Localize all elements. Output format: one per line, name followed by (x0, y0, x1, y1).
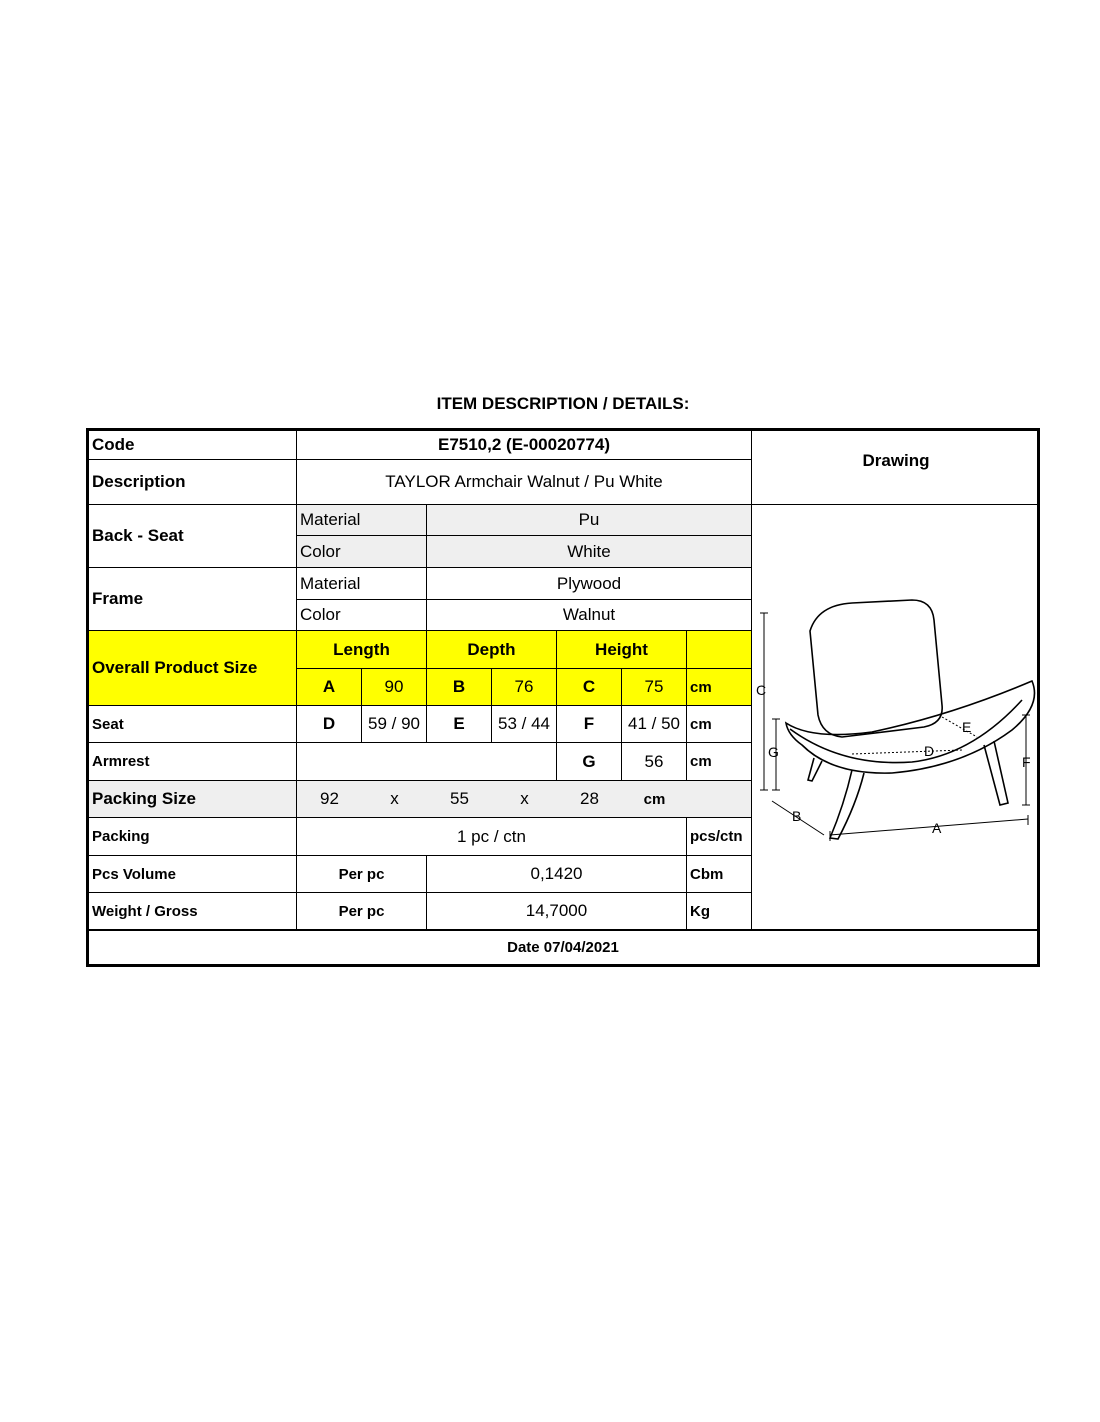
frame-material-label: Material (297, 568, 427, 600)
code-value: E7510,2 (E-00020774) (297, 431, 752, 460)
packing-size-length: 92 (320, 789, 339, 808)
packing-unit: pcs/ctn (687, 818, 752, 856)
packing-label: Packing (89, 818, 297, 856)
weight-label: Weight / Gross (89, 893, 297, 930)
frame-label: Frame (89, 568, 297, 631)
seat-label: Seat (89, 706, 297, 743)
page-title: ITEM DESCRIPTION / DETAILS: (436, 394, 690, 413)
back-seat-color-label: Color (297, 536, 427, 568)
height-header: Height (557, 631, 687, 669)
item-details-table (86, 428, 1040, 967)
overall-size-label: Overall Product Size (89, 631, 297, 706)
armrest-unit: cm (687, 743, 752, 781)
armrest-blank (297, 743, 557, 781)
drawing-letter-f: F (1022, 754, 1031, 770)
chair-seat-inner (790, 700, 1022, 763)
dim-f-letter: F (557, 706, 622, 743)
frame-color-value: Walnut (427, 600, 752, 631)
pcs-volume-value: 0,1420 (427, 856, 687, 893)
packing-value: 1 pc / ctn (297, 818, 687, 856)
dim-f-value: 41 / 50 (622, 706, 687, 743)
packing-size-width: 55 (450, 789, 469, 808)
back-seat-material-label: Material (297, 505, 427, 536)
pcs-volume-unit: Cbm (687, 856, 752, 893)
drawing-letter-b: B (792, 808, 802, 824)
dim-c-letter: C (557, 669, 622, 706)
length-header: Length (297, 631, 427, 669)
weight-unit: Kg (687, 893, 752, 930)
unit-header-blank (687, 631, 752, 669)
frame-material-value: Plywood (427, 568, 752, 600)
back-seat-color-value: White (427, 536, 752, 568)
description-label: Description (89, 460, 297, 505)
back-seat-label: Back - Seat (89, 505, 297, 568)
packing-size-unit: cm (643, 790, 666, 808)
chair-illustration (752, 505, 1040, 930)
pcs-volume-label: Pcs Volume (89, 856, 297, 893)
dim-g-value: 56 (622, 743, 687, 781)
packing-size-row (297, 781, 752, 818)
drawing-label: Drawing (752, 431, 1040, 505)
chair-leg-front-left (830, 770, 864, 839)
dim-a-value: 90 (362, 669, 427, 706)
dim-a-letter: A (297, 669, 362, 706)
packing-size-x1: x (390, 789, 399, 808)
dim-b-value: 76 (492, 669, 557, 706)
weight-value: 14,7000 (427, 893, 687, 930)
seat-unit: cm (687, 706, 752, 743)
dim-e-value: 53 / 44 (492, 706, 557, 743)
weight-per: Per pc (297, 893, 427, 930)
frame-color-label: Color (297, 600, 427, 631)
dim-d-letter: D (297, 706, 362, 743)
drawing-letter-a: A (932, 820, 942, 836)
chair-leg-front-right (984, 741, 1008, 805)
overall-unit: cm (687, 669, 752, 706)
dim-e-letter: E (427, 706, 492, 743)
date-footer: Date 07/04/2021 (89, 930, 1037, 964)
dim-d-value: 59 / 90 (362, 706, 427, 743)
dim-b-letter: B (427, 669, 492, 706)
chair-backrest (810, 600, 942, 737)
drawing-letter-g: G (768, 744, 779, 760)
packing-size-x2: x (520, 789, 529, 808)
drawing-letter-c: C (756, 682, 767, 698)
back-seat-material-value: Pu (427, 505, 752, 536)
chair-leg-back-left (808, 758, 822, 781)
packing-size-height: 28 (580, 789, 599, 808)
pcs-volume-per: Per pc (297, 856, 427, 893)
packing-size-label: Packing Size (89, 781, 297, 818)
dim-g-letter: G (557, 743, 622, 781)
description-value: TAYLOR Armchair Walnut / Pu White (297, 460, 752, 505)
drawing-letter-e: E (962, 719, 972, 735)
armrest-label: Armrest (89, 743, 297, 781)
code-label: Code (89, 431, 297, 460)
drawing-letter-d: D (924, 743, 935, 759)
dim-c-value: 75 (622, 669, 687, 706)
depth-header: Depth (427, 631, 557, 669)
chair-drawing (752, 505, 1040, 930)
